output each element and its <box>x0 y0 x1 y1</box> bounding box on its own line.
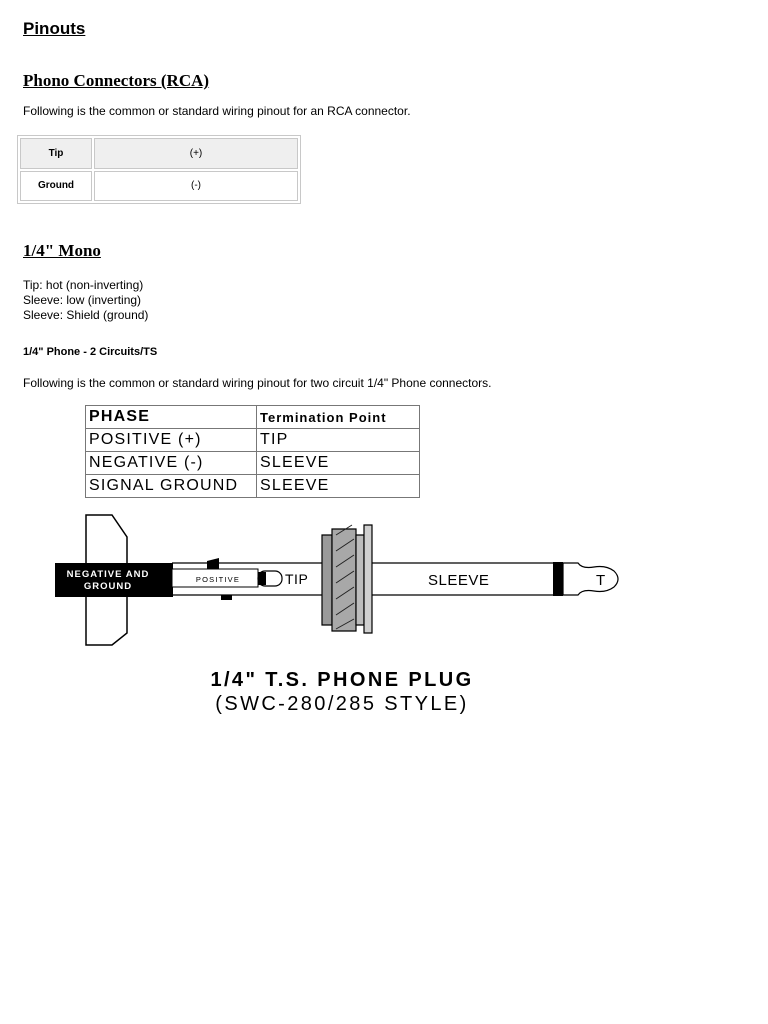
negative-label-line2: GROUND <box>83 581 133 592</box>
rca-heading: Phono Connectors (RCA) <box>23 71 210 90</box>
tip-end-label: T <box>596 572 606 589</box>
collar-left <box>322 535 332 625</box>
phone-intro: Following is the common or standard wiring pinout for two circuit 1/4" Phone connectors. <box>23 376 492 390</box>
collar-thread <box>332 529 356 631</box>
collar-right <box>356 535 364 625</box>
insulator-ring <box>553 562 563 596</box>
mono-heading: 1/4" Mono <box>23 241 101 260</box>
tip-contact-fill <box>258 572 266 585</box>
plug-caption-subtitle: (SWC-280/285 STYLE) <box>215 693 469 715</box>
termination-cell: TIP <box>257 429 420 452</box>
termination-cell: SLEEVE <box>257 475 420 498</box>
table-row <box>86 452 420 475</box>
rca-pinout-table <box>17 135 301 204</box>
lug-tab-bottom <box>221 595 232 600</box>
collar-flange <box>364 525 372 633</box>
rca-pin-name: Ground <box>20 171 92 202</box>
phone-plug-diagram <box>0 505 768 655</box>
mono-line: Tip: hot (non-inverting) <box>23 278 144 292</box>
plug-caption-title: 1/4" T.S. PHONE PLUG <box>210 669 474 691</box>
phase-cell: POSITIVE (+) <box>86 429 257 452</box>
sleeve-label: SLEEVE <box>428 572 490 589</box>
rca-intro: Following is the common or standard wiring pinout for an RCA connector. <box>23 104 411 118</box>
termination-cell: SLEEVE <box>257 452 420 475</box>
phase-header: PHASE <box>86 406 257 429</box>
mono-line: Sleeve: Shield (ground) <box>23 308 149 322</box>
mono-line: Sleeve: low (inverting) <box>23 293 142 307</box>
tip-label: TIP <box>285 571 309 587</box>
table-row <box>20 171 298 202</box>
phase-table <box>85 405 420 498</box>
table-row <box>86 475 420 498</box>
rca-pin-value: (-) <box>94 171 298 202</box>
plug-tip <box>563 563 618 595</box>
phone-subheading: 1/4" Phone - 2 Circuits/TS <box>23 346 158 358</box>
table-row <box>86 406 420 429</box>
phase-cell: NEGATIVE (-) <box>86 452 257 475</box>
phase-cell: SIGNAL GROUND <box>86 475 257 498</box>
negative-label-line1: NEGATIVE AND <box>66 569 150 580</box>
rca-pin-name: Tip <box>20 138 92 169</box>
page-title: Pinouts <box>23 19 86 38</box>
table-row <box>86 429 420 452</box>
rca-pin-value: (+) <box>94 138 298 169</box>
termination-header: Termination Point <box>257 406 420 429</box>
positive-label: POSITIVE <box>195 575 241 584</box>
table-row <box>20 138 298 169</box>
